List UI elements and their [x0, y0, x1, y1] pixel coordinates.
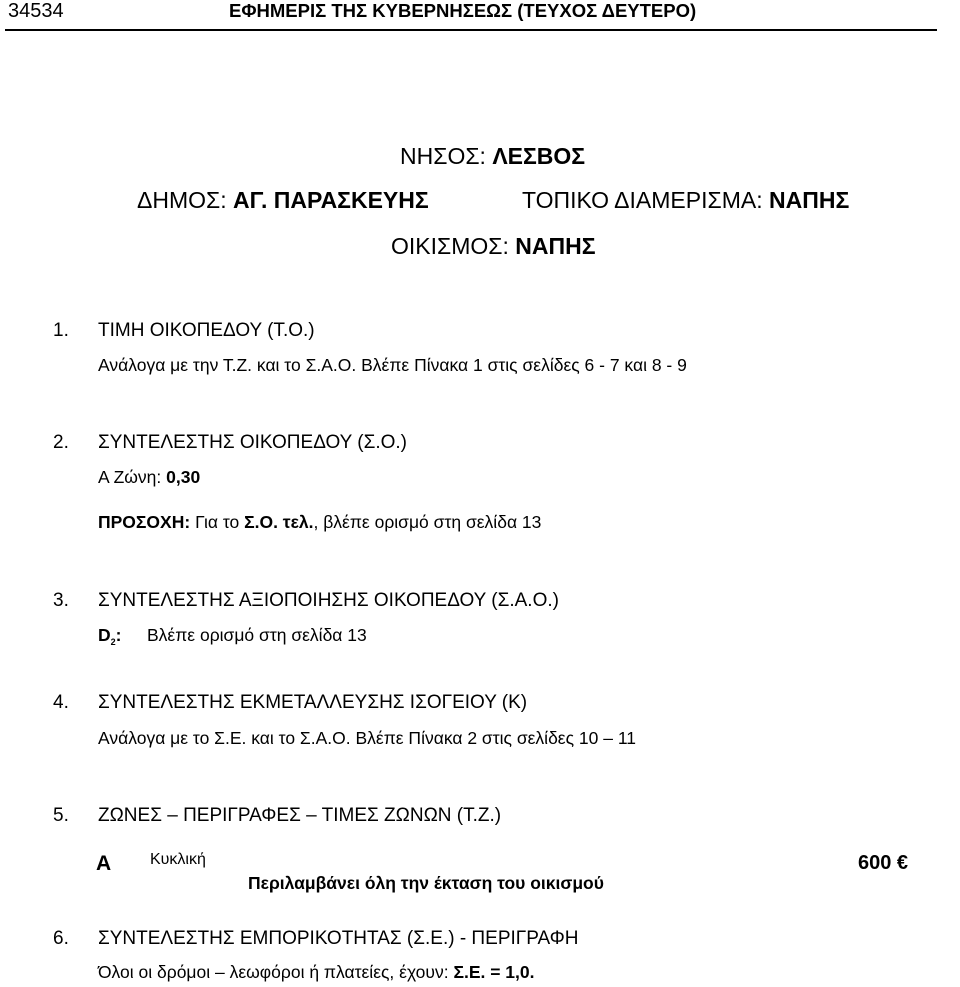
settlement-value: ΝΑΠΗΣ	[515, 233, 596, 259]
district-value: ΝΑΠΗΣ	[769, 187, 850, 213]
section-6-text-value: Σ.Ε. = 1,0.	[453, 962, 535, 982]
attention-term: Σ.Ο. τελ.	[244, 512, 314, 532]
municipality-label: ΔΗΜΟΣ:	[137, 187, 227, 213]
d2-line	[98, 625, 121, 647]
zone-price: 600 €	[858, 852, 909, 874]
d2-text: Βλέπε ορισμό στη σελίδα 13	[147, 625, 367, 645]
section-6-text-pre: Όλοι οι δρόμοι – λεωφόροι ή πλατείες, έχουν:	[98, 962, 449, 982]
section-3-title: ΣΥΝΤΕΛΕΣΤΗΣ ΑΞΙΟΠΟΙΗΣΗΣ ΟΙΚΟΠΕΔΟΥ (Σ.Α.Ο.)	[98, 590, 559, 611]
attention-pre: Για το	[195, 512, 240, 532]
section-1-title: ΤΙΜΗ ΟΙΚΟΠΕΔΟΥ (Τ.Ο.)	[98, 320, 315, 341]
municipality-value: ΑΓ. ΠΑΡΑΣΚΕΥΗΣ	[233, 187, 429, 213]
section-6-title: ΣΥΝΤΕΛΕΣΤΗΣ ΕΜΠΟΡΙΚΟΤΗΤΑΣ (Σ.Ε.) - ΠΕΡΙΓΡΑΦΗ	[98, 928, 579, 949]
section-6-text	[98, 962, 535, 983]
section-4-title: ΣΥΝΤΕΛΕΣΤΗΣ ΕΚΜΕΤΑΛΛΕΥΣΗΣ ΙΣΟΓΕΙΟΥ (Κ)	[98, 692, 528, 713]
section-5-number: 5.	[53, 805, 69, 826]
section-1-text: Ανάλογα με την Τ.Ζ. και το Σ.Α.Ο. Βλέπε Πίνακα 1 στις σελίδες 6 - 7 και 8 - 9	[98, 355, 687, 375]
district-label: ΤΟΠΙΚΟ ΔΙΑΜΕΡΙΣΜΑ:	[522, 187, 763, 213]
attention-post: , βλέπε ορισμό στη σελίδα 13	[313, 512, 542, 532]
island-line	[400, 143, 585, 170]
section-6-number: 6.	[53, 928, 69, 949]
zone-coefficient-value: 0,30	[166, 467, 201, 487]
section-4-text: Ανάλογα με το Σ.Ε. και το Σ.Α.Ο. Βλέπε Πίνακα 2 στις σελίδες 10 – 11	[98, 728, 636, 748]
d-colon: :	[115, 625, 122, 645]
district-line	[522, 187, 849, 214]
section-2-number: 2.	[53, 432, 69, 453]
attention-label: ΠΡΟΣΟΧΗ:	[98, 512, 191, 532]
d-label: D	[98, 625, 111, 645]
d-subscript: 2	[110, 637, 116, 647]
section-5-title: ΖΩΝΕΣ – ΠΕΡΙΓΡΑΦΕΣ – ΤΙΜΕΣ ΖΩΝΩΝ (Τ.Ζ.)	[98, 805, 502, 826]
municipality-line	[137, 187, 429, 214]
gazette-title: ΕΦΗΜΕΡΙΣ ΤΗΣ ΚΥΒΕΡΝΗΣΕΩΣ (ΤΕΥΧΟΣ ΔΕΥΤΕΡΟ)	[229, 0, 697, 21]
page-number: 34534	[8, 0, 64, 22]
island-label: ΝΗΣΟΣ:	[400, 143, 486, 169]
section-2-title: ΣΥΝΤΕΛΕΣΤΗΣ ΟΙΚΟΠΕΔΟΥ (Σ.Ο.)	[98, 432, 408, 453]
zone-description: Περιλαμβάνει όλη την έκταση του οικισμού	[248, 873, 604, 893]
zone-coefficient-line	[98, 467, 200, 488]
section-3-number: 3.	[53, 590, 69, 611]
zone-coefficient-label: Α Ζώνη:	[98, 467, 162, 487]
section-1-number: 1.	[53, 320, 69, 341]
section-4-number: 4.	[53, 692, 69, 713]
zone-letter: Α	[96, 852, 112, 875]
settlement-label: ΟΙΚΙΣΜΟΣ:	[391, 233, 509, 259]
header-divider	[5, 29, 937, 31]
zone-name: Κυκλική	[150, 851, 206, 868]
settlement-line	[391, 233, 596, 260]
island-value: ΛΕΣΒΟΣ	[492, 143, 586, 169]
attention-note	[98, 512, 541, 533]
